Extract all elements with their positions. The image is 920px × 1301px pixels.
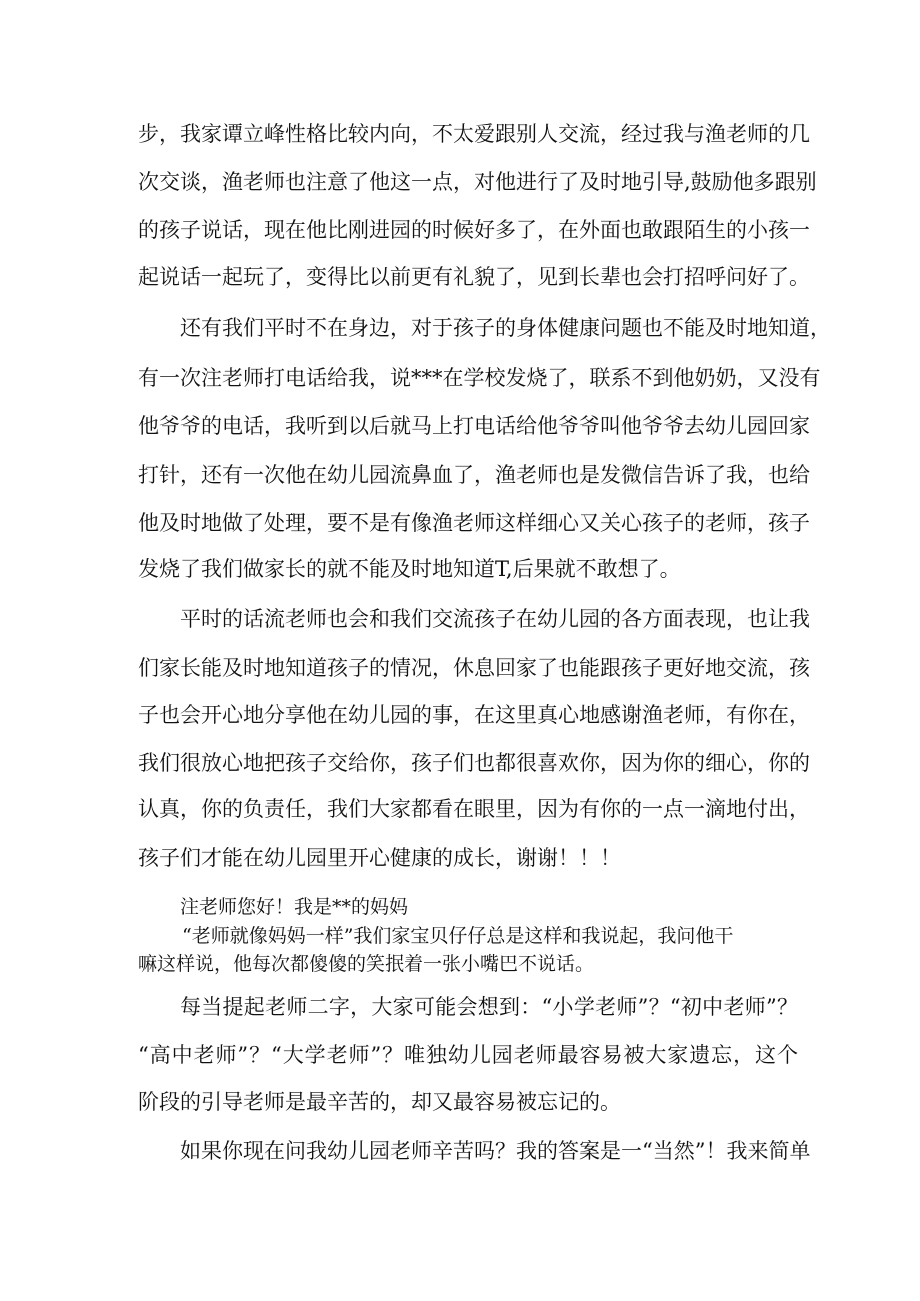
paragraph-5-line-3: 阶段的引导老师是最辛苦的，却又最容易被忘记的。 [138,1090,621,1114]
paragraph-2-line-1: 还有我们平时不在身边，对于孩子的身体健康问题也不能及时地知道， [180,316,831,340]
paragraph-3-line-2: 们家长能及时地知道孩子的情况，休息回家了也能跟孩子更好地交流，孩 [138,656,810,680]
paragraph-2-line-4: 打针，还有一次他在幼儿园流鼻血了，渔老师也是发微信告诉了我，也给 [138,463,810,487]
paragraph-3-line-6: 孩子们才能在幼儿园里开心健康的成长，谢谢！！！ [138,846,621,870]
paragraph-4-line-3: 嘛这样说，他每次都傻傻的笑抿着一张小嘴巴不说话。 [138,953,595,975]
paragraph-6-line-1: 如果你现在问我幼儿园老师辛苦吗？我的答案是一“当然”！我来简单 [180,1139,811,1163]
paragraph-1-line-3: 的孩子说话，现在他比刚进园的时候好多了，在外面也敢跟陌生的小孩一 [138,218,810,242]
paragraph-2-line-3: 他爷爷的电话，我听到以后就马上打电话给他爷爷叫他爷爷去幼儿园回家 [138,414,810,438]
paragraph-2-line-6: 发烧了我们做家长的就不能及时地知道T,后果就不敢想了。 [138,557,681,581]
paragraph-1-line-1: 步，我家谭立峰性格比较内向，不太爱跟别人交流，经过我与渔老师的几 [138,122,810,146]
paragraph-2-line-2: 有一次注老师打电话给我，说***在学校发烧了，联系不到他奶奶，又没有 [138,366,821,390]
paragraph-5-line-2: “高中老师”？“大学老师”？唯独幼儿园老师最容易被大家遗忘，这个 [138,1043,798,1067]
paragraph-3-line-5: 认真，你的负责任，我们大家都看在眼里，因为有你的一点一滴地付出， [138,797,810,821]
paragraph-3-line-1: 平时的话流老师也会和我们交流孩子在幼儿园的各方面表现，也让我 [180,607,810,631]
paragraph-5-line-1: 每当提起老师二字，大家可能会想到：“小学老师”？“初中老师”？ [180,995,798,1019]
paragraph-1-line-4: 起说话一起玩了，变得比以前更有礼貌了，见到长辈也会打招呼问好了。 [138,265,810,289]
paragraph-3-line-3: 子也会开心地分享他在幼儿园的事，在这里真心地感谢渔老师，有你在， [138,703,810,727]
paragraph-2-line-5: 他及时地做了处理，要不是有像渔老师这样细心又关心孩子的老师，孩子 [138,511,810,535]
paragraph-3-line-4: 我们很放心地把孩子交给你，孩子们也都很喜欢你，因为你的细心，你的 [138,751,810,775]
paragraph-4-line-1: 注老师您好！我是**的妈妈 [180,896,409,918]
paragraph-4-line-2: “老师就像妈妈一样”我们家宝贝仔仔总是这样和我说起，我问他干 [182,925,734,947]
paragraph-1-line-2: 次交谈，渔老师也注意了他这一点，对他进行了及时地引导,鼓励他多跟别 [138,170,817,194]
